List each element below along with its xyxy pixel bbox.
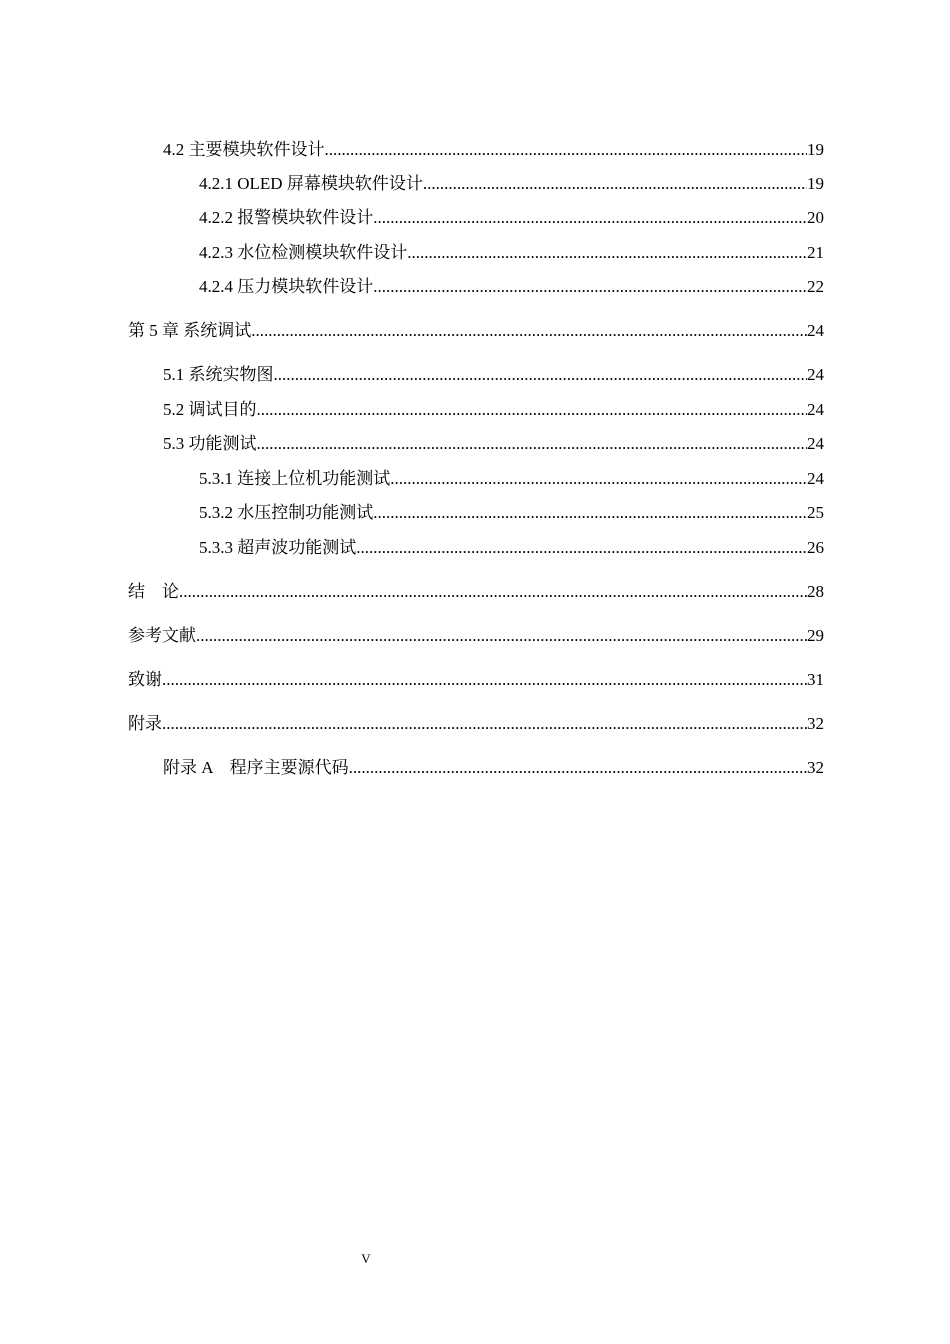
toc-entry-page: 24 xyxy=(807,400,824,419)
toc-leader-dots xyxy=(407,241,807,265)
toc-entry-page: 25 xyxy=(807,503,824,522)
toc-entry-label: 4.2.4 压力模块软件设计 xyxy=(199,277,374,296)
toc-entry-page: 24 xyxy=(807,434,824,453)
toc-entry-references[interactable] xyxy=(128,624,824,648)
toc-entry-label: 第 5 章 系统调试 xyxy=(128,321,252,340)
toc-leader-dots xyxy=(349,756,807,780)
toc-entry-label: 附录 xyxy=(128,714,162,733)
toc-leader-dots xyxy=(162,712,807,736)
toc-entry-4-2-1[interactable] xyxy=(199,172,824,196)
toc-entry-label: 附录 A 程序主要源代码 xyxy=(163,758,349,777)
toc-entry-page: 29 xyxy=(807,626,824,645)
toc-entry-4-2-4[interactable] xyxy=(199,275,824,299)
toc-entry-page: 28 xyxy=(807,582,824,601)
toc-entry-appendix-a[interactable] xyxy=(163,756,824,780)
toc-entry-5-3-3[interactable] xyxy=(199,536,824,560)
toc-leader-dots xyxy=(390,467,807,491)
toc-leader-dots xyxy=(196,624,807,648)
toc-leader-dots xyxy=(356,536,807,560)
toc-entry-5-1[interactable] xyxy=(163,363,824,387)
toc-leader-dots xyxy=(257,432,808,456)
toc-leader-dots xyxy=(257,398,808,422)
page-number: V xyxy=(361,1251,371,1266)
toc-entry-page: 19 xyxy=(807,140,824,159)
toc-entry-label: 5.3.1 连接上位机功能测试 xyxy=(199,469,391,488)
toc-entry-page: 24 xyxy=(807,365,824,384)
toc-leader-dots xyxy=(373,206,807,230)
toc-entry-page: 22 xyxy=(807,277,824,296)
toc-entry-label: 致谢 xyxy=(128,670,162,689)
toc-entry-label: 4.2.3 水位检测模块软件设计 xyxy=(199,243,408,262)
toc-leader-dots xyxy=(179,580,807,604)
toc-entry-page: 32 xyxy=(807,714,824,733)
toc-entry-acknowledgements[interactable] xyxy=(128,668,824,692)
toc-entry-label: 4.2.1 OLED 屏幕模块软件设计 xyxy=(199,174,423,193)
toc-entry-page: 21 xyxy=(807,243,824,262)
toc-entry-label: 4.2 主要模块软件设计 xyxy=(163,140,325,159)
toc-leader-dots xyxy=(373,275,807,299)
toc-entry-5-3[interactable] xyxy=(163,432,824,456)
toc-leader-dots xyxy=(162,668,807,692)
toc-entry-label: 5.3.3 超声波功能测试 xyxy=(199,538,357,557)
toc-entry-page: 31 xyxy=(807,670,824,689)
toc-entry-label: 4.2.2 报警模块软件设计 xyxy=(199,208,374,227)
toc-entry-appendix[interactable] xyxy=(128,712,824,736)
toc-entry-conclusion[interactable] xyxy=(128,580,824,604)
toc-entry-5-3-1[interactable] xyxy=(199,467,824,491)
toc-entry-label: 结 论 xyxy=(128,582,179,601)
toc-entry-5-2[interactable] xyxy=(163,398,824,422)
toc-entry-label: 5.1 系统实物图 xyxy=(163,365,274,384)
toc-entry-4-2-2[interactable] xyxy=(199,206,824,230)
toc-entry-4-2-3[interactable] xyxy=(199,241,824,265)
toc-entry-5-3-2[interactable] xyxy=(199,501,824,525)
toc-entry-label: 5.3.2 水压控制功能测试 xyxy=(199,503,374,522)
toc-entry-page: 19 xyxy=(807,174,824,193)
toc-leader-dots xyxy=(274,363,808,387)
toc-leader-dots xyxy=(373,501,807,525)
toc-entry-chapter-5[interactable] xyxy=(128,319,824,343)
toc-entry-page: 32 xyxy=(807,758,824,777)
toc-entry-page: 24 xyxy=(807,321,824,340)
toc-entry-label: 5.2 调试目的 xyxy=(163,400,257,419)
toc-entry-label: 5.3 功能测试 xyxy=(163,434,257,453)
toc-entry-page: 20 xyxy=(807,208,824,227)
toc-entry-page: 26 xyxy=(807,538,824,557)
toc-leader-dots xyxy=(325,138,808,162)
toc-entry-4-2[interactable] xyxy=(163,138,824,162)
toc-leader-dots xyxy=(423,172,807,196)
toc-leader-dots xyxy=(251,319,807,343)
toc-entry-page: 24 xyxy=(807,469,824,488)
toc-entry-label: 参考文献 xyxy=(128,626,196,645)
